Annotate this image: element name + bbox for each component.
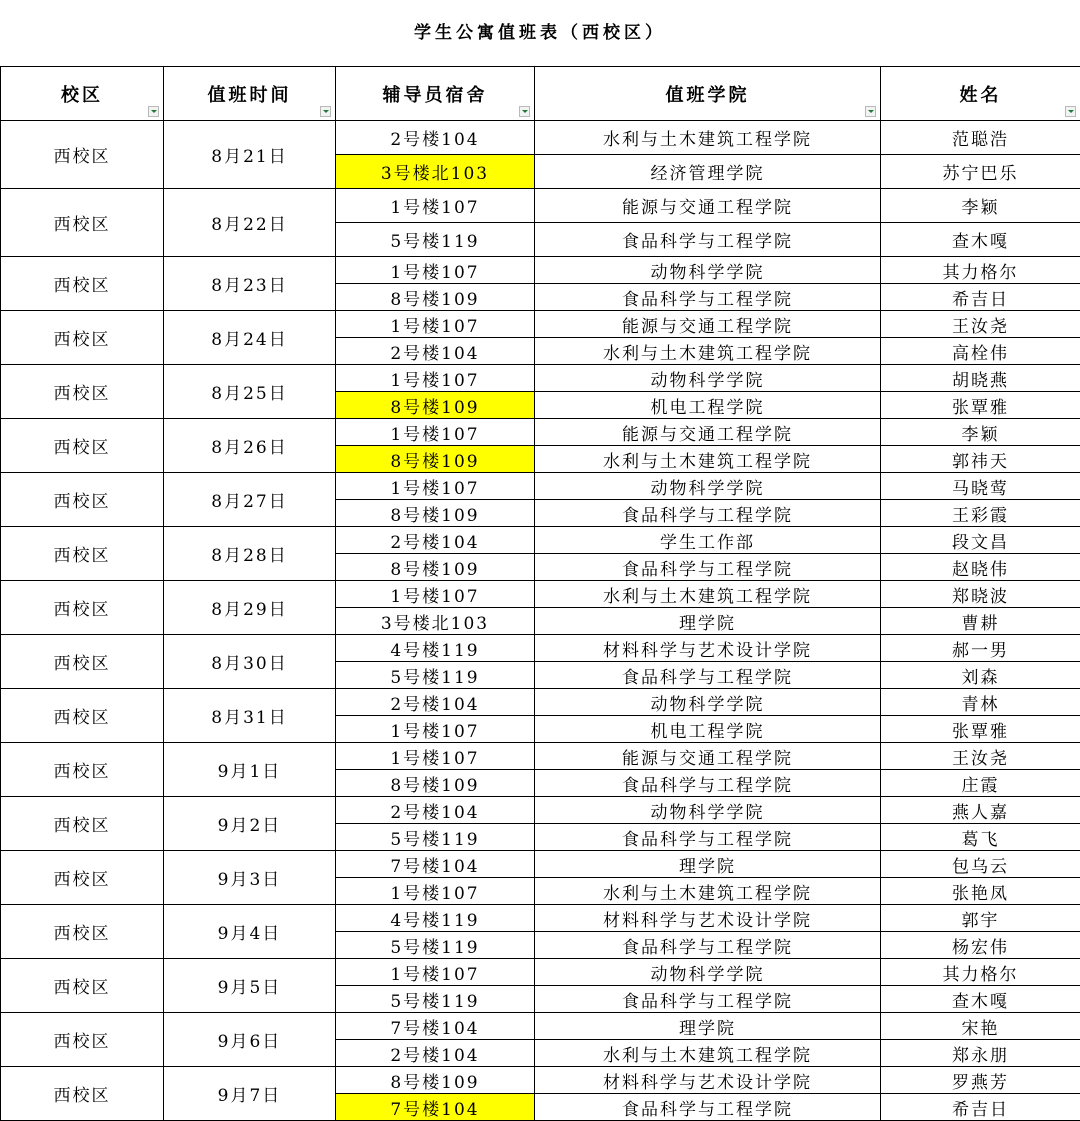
dorm-cell[interactable]: 4号楼119 xyxy=(336,905,535,932)
table-row xyxy=(1,1067,1080,1094)
dorm-cell[interactable]: 1号楼107 xyxy=(336,257,535,284)
college-cell[interactable]: 材料科学与艺术设计学院 xyxy=(535,635,881,662)
name-cell[interactable]: 曹耕 xyxy=(881,608,1080,635)
dorm-cell[interactable]: 1号楼107 xyxy=(336,419,535,446)
campus-cell[interactable]: 西校区 xyxy=(1,1067,164,1121)
table-row xyxy=(1,1013,1080,1040)
college-cell[interactable]: 食品科学与工程学院 xyxy=(535,500,881,527)
campus-cell[interactable]: 西校区 xyxy=(1,257,164,311)
header-label: 值班学院 xyxy=(666,85,750,106)
dorm-cell[interactable]: 2号楼104 xyxy=(336,797,535,824)
date-cell[interactable]: 9月6日 xyxy=(164,1013,336,1067)
campus-cell[interactable]: 西校区 xyxy=(1,959,164,1013)
name-cell[interactable]: 希吉日 xyxy=(881,284,1080,311)
campus-cell[interactable]: 西校区 xyxy=(1,419,164,473)
date-cell[interactable]: 9月3日 xyxy=(164,851,336,905)
filter-dropdown-icon[interactable] xyxy=(148,106,159,117)
date-cell[interactable]: 9月2日 xyxy=(164,797,336,851)
name-cell[interactable]: 高栓伟 xyxy=(881,338,1080,365)
date-cell[interactable]: 8月21日 xyxy=(164,121,336,189)
name-cell[interactable]: 其力格尔 xyxy=(881,959,1080,986)
name-cell[interactable]: 郑永朋 xyxy=(881,1040,1080,1067)
dorm-cell[interactable]: 1号楼107 xyxy=(336,473,535,500)
dorm-cell[interactable]: 5号楼119 xyxy=(336,824,535,851)
table-row xyxy=(1,419,1080,446)
name-cell[interactable]: 李颖 xyxy=(881,189,1080,223)
college-cell[interactable]: 动物科学学院 xyxy=(535,473,881,500)
dorm-cell[interactable]: 2号楼104 xyxy=(336,1040,535,1067)
name-cell[interactable]: 查木嘎 xyxy=(881,986,1080,1013)
date-cell[interactable]: 8月27日 xyxy=(164,473,336,527)
name-cell[interactable]: 杨宏伟 xyxy=(881,932,1080,959)
dorm-cell[interactable]: 8号楼109 xyxy=(336,1067,535,1094)
table-row xyxy=(1,121,1080,155)
duty-table xyxy=(0,66,1080,1121)
header-campus xyxy=(1,67,164,121)
table-row xyxy=(1,365,1080,392)
table-row xyxy=(1,959,1080,986)
campus-cell[interactable]: 西校区 xyxy=(1,797,164,851)
name-cell[interactable]: 查木嘎 xyxy=(881,223,1080,257)
dorm-cell[interactable]: 1号楼107 xyxy=(336,878,535,905)
college-cell[interactable]: 能源与交通工程学院 xyxy=(535,189,881,223)
table-row xyxy=(1,581,1080,608)
name-cell[interactable]: 宋艳 xyxy=(881,1013,1080,1040)
college-cell[interactable]: 食品科学与工程学院 xyxy=(535,986,881,1013)
name-cell[interactable]: 希吉日 xyxy=(881,1094,1080,1121)
name-cell[interactable]: 郝一男 xyxy=(881,635,1080,662)
name-cell[interactable]: 马晓莺 xyxy=(881,473,1080,500)
college-cell[interactable]: 动物科学学院 xyxy=(535,689,881,716)
name-cell[interactable]: 苏宁巴乐 xyxy=(881,155,1080,189)
table-row xyxy=(1,189,1080,223)
college-cell[interactable]: 水利与土木建筑工程学院 xyxy=(535,446,881,473)
name-cell[interactable]: 罗燕芳 xyxy=(881,1067,1080,1094)
table-row xyxy=(1,743,1080,770)
campus-cell[interactable]: 西校区 xyxy=(1,851,164,905)
campus-cell[interactable]: 西校区 xyxy=(1,473,164,527)
date-cell[interactable]: 8月24日 xyxy=(164,311,336,365)
date-cell[interactable]: 9月1日 xyxy=(164,743,336,797)
dorm-cell[interactable]: 1号楼107 xyxy=(336,959,535,986)
header-label: 姓名 xyxy=(960,85,1002,106)
filter-dropdown-icon[interactable] xyxy=(320,106,331,117)
college-cell[interactable]: 食品科学与工程学院 xyxy=(535,824,881,851)
college-cell[interactable]: 能源与交通工程学院 xyxy=(535,743,881,770)
dorm-cell[interactable]: 8号楼109 xyxy=(336,446,535,473)
name-cell[interactable]: 张覃雅 xyxy=(881,716,1080,743)
dorm-cell[interactable]: 7号楼104 xyxy=(336,1094,535,1121)
name-cell[interactable]: 刘森 xyxy=(881,662,1080,689)
name-cell[interactable]: 郭宇 xyxy=(881,905,1080,932)
dorm-cell[interactable]: 1号楼107 xyxy=(336,311,535,338)
college-cell[interactable]: 理学院 xyxy=(535,851,881,878)
college-cell[interactable]: 能源与交通工程学院 xyxy=(535,311,881,338)
campus-cell[interactable]: 西校区 xyxy=(1,905,164,959)
dorm-cell[interactable]: 2号楼104 xyxy=(336,121,535,155)
date-cell[interactable]: 8月23日 xyxy=(164,257,336,311)
name-cell[interactable]: 胡晓燕 xyxy=(881,365,1080,392)
college-cell[interactable]: 水利与土木建筑工程学院 xyxy=(535,878,881,905)
campus-cell[interactable]: 西校区 xyxy=(1,527,164,581)
date-cell[interactable]: 8月26日 xyxy=(164,419,336,473)
name-cell[interactable]: 赵晓伟 xyxy=(881,554,1080,581)
table-row xyxy=(1,797,1080,824)
college-cell[interactable]: 水利与土木建筑工程学院 xyxy=(535,338,881,365)
table-row xyxy=(1,851,1080,878)
dorm-cell[interactable]: 1号楼107 xyxy=(336,743,535,770)
campus-cell[interactable]: 西校区 xyxy=(1,689,164,743)
campus-cell[interactable]: 西校区 xyxy=(1,581,164,635)
name-cell[interactable]: 王汝尧 xyxy=(881,743,1080,770)
dorm-cell[interactable]: 2号楼104 xyxy=(336,338,535,365)
date-cell[interactable]: 9月5日 xyxy=(164,959,336,1013)
college-cell[interactable]: 食品科学与工程学院 xyxy=(535,932,881,959)
campus-cell[interactable]: 西校区 xyxy=(1,635,164,689)
college-cell[interactable]: 食品科学与工程学院 xyxy=(535,662,881,689)
college-cell[interactable]: 材料科学与艺术设计学院 xyxy=(535,1067,881,1094)
header-label: 值班时间 xyxy=(208,85,292,106)
college-cell[interactable]: 机电工程学院 xyxy=(535,392,881,419)
college-cell[interactable]: 动物科学学院 xyxy=(535,797,881,824)
dorm-cell[interactable]: 8号楼109 xyxy=(336,554,535,581)
dorm-cell[interactable]: 1号楼107 xyxy=(336,189,535,223)
table-row xyxy=(1,527,1080,554)
dorm-cell[interactable]: 5号楼119 xyxy=(336,932,535,959)
table-row xyxy=(1,311,1080,338)
college-cell[interactable]: 水利与土木建筑工程学院 xyxy=(535,581,881,608)
table-row xyxy=(1,635,1080,662)
college-cell[interactable]: 经济管理学院 xyxy=(535,155,881,189)
name-cell[interactable]: 庄霞 xyxy=(881,770,1080,797)
header-dorm xyxy=(336,67,535,121)
name-cell[interactable]: 张艳凤 xyxy=(881,878,1080,905)
dorm-cell[interactable]: 5号楼119 xyxy=(336,662,535,689)
campus-cell[interactable]: 西校区 xyxy=(1,743,164,797)
name-cell[interactable]: 段文昌 xyxy=(881,527,1080,554)
dorm-cell[interactable]: 7号楼104 xyxy=(336,851,535,878)
name-cell[interactable]: 张覃雅 xyxy=(881,392,1080,419)
dorm-cell[interactable]: 2号楼104 xyxy=(336,527,535,554)
dorm-cell[interactable]: 1号楼107 xyxy=(336,716,535,743)
college-cell[interactable]: 能源与交通工程学院 xyxy=(535,419,881,446)
college-cell[interactable]: 水利与土木建筑工程学院 xyxy=(535,1040,881,1067)
college-cell[interactable]: 食品科学与工程学院 xyxy=(535,284,881,311)
header-label: 辅导员宿舍 xyxy=(383,85,488,106)
date-cell[interactable]: 8月25日 xyxy=(164,365,336,419)
dorm-cell[interactable]: 2号楼104 xyxy=(336,689,535,716)
filter-dropdown-icon[interactable] xyxy=(865,106,876,117)
dorm-cell[interactable]: 8号楼109 xyxy=(336,284,535,311)
table-row xyxy=(1,689,1080,716)
header-row xyxy=(1,67,1080,121)
campus-cell[interactable]: 西校区 xyxy=(1,121,164,189)
header-label: 校区 xyxy=(61,85,103,106)
dorm-cell[interactable]: 5号楼119 xyxy=(336,986,535,1013)
table-row xyxy=(1,905,1080,932)
college-cell[interactable]: 食品科学与工程学院 xyxy=(535,554,881,581)
dorm-cell[interactable]: 8号楼109 xyxy=(336,770,535,797)
college-cell[interactable]: 机电工程学院 xyxy=(535,716,881,743)
college-cell[interactable]: 动物科学学院 xyxy=(535,257,881,284)
name-cell[interactable]: 李颖 xyxy=(881,419,1080,446)
name-cell[interactable]: 郭祎天 xyxy=(881,446,1080,473)
name-cell[interactable]: 王彩霞 xyxy=(881,500,1080,527)
dorm-cell[interactable]: 8号楼109 xyxy=(336,392,535,419)
dorm-cell[interactable]: 7号楼104 xyxy=(336,1013,535,1040)
table-body xyxy=(1,121,1080,1121)
date-cell[interactable]: 8月29日 xyxy=(164,581,336,635)
dorm-cell[interactable]: 5号楼119 xyxy=(336,223,535,257)
college-cell[interactable]: 动物科学学院 xyxy=(535,365,881,392)
date-cell[interactable]: 8月28日 xyxy=(164,527,336,581)
college-cell[interactable]: 材料科学与艺术设计学院 xyxy=(535,905,881,932)
header-name xyxy=(881,67,1080,121)
filter-dropdown-icon[interactable] xyxy=(519,106,530,117)
dorm-cell[interactable]: 1号楼107 xyxy=(336,365,535,392)
campus-cell[interactable]: 西校区 xyxy=(1,311,164,365)
dorm-cell[interactable]: 4号楼119 xyxy=(336,635,535,662)
college-cell[interactable]: 理学院 xyxy=(535,1013,881,1040)
dorm-cell[interactable]: 8号楼109 xyxy=(336,500,535,527)
name-cell[interactable]: 包乌云 xyxy=(881,851,1080,878)
table-row xyxy=(1,257,1080,284)
header-date xyxy=(164,67,336,121)
date-cell[interactable]: 9月4日 xyxy=(164,905,336,959)
college-cell[interactable]: 食品科学与工程学院 xyxy=(535,223,881,257)
college-cell[interactable]: 学生工作部 xyxy=(535,527,881,554)
name-cell[interactable]: 青林 xyxy=(881,689,1080,716)
college-cell[interactable]: 理学院 xyxy=(535,608,881,635)
date-cell[interactable]: 8月31日 xyxy=(164,689,336,743)
filter-dropdown-icon[interactable] xyxy=(1065,106,1076,117)
date-cell[interactable]: 9月7日 xyxy=(164,1067,336,1121)
campus-cell[interactable]: 西校区 xyxy=(1,365,164,419)
college-cell[interactable]: 水利与土木建筑工程学院 xyxy=(535,121,881,155)
campus-cell[interactable]: 西校区 xyxy=(1,1013,164,1067)
name-cell[interactable]: 其力格尔 xyxy=(881,257,1080,284)
dorm-cell[interactable]: 3号楼北103 xyxy=(336,608,535,635)
name-cell[interactable]: 郑晓波 xyxy=(881,581,1080,608)
college-cell[interactable]: 食品科学与工程学院 xyxy=(535,1094,881,1121)
header-college xyxy=(535,67,881,121)
table-row xyxy=(1,473,1080,500)
college-cell[interactable]: 食品科学与工程学院 xyxy=(535,770,881,797)
date-cell[interactable]: 8月22日 xyxy=(164,189,336,257)
dorm-cell[interactable]: 3号楼北103 xyxy=(336,155,535,189)
date-cell[interactable]: 8月30日 xyxy=(164,635,336,689)
campus-cell[interactable]: 西校区 xyxy=(1,189,164,257)
name-cell[interactable]: 范聪浩 xyxy=(881,121,1080,155)
page-title: 学生公寓值班表（西校区） xyxy=(0,18,1080,43)
name-cell[interactable]: 王汝尧 xyxy=(881,311,1080,338)
dorm-cell[interactable]: 1号楼107 xyxy=(336,581,535,608)
name-cell[interactable]: 燕人嘉 xyxy=(881,797,1080,824)
name-cell[interactable]: 葛飞 xyxy=(881,824,1080,851)
college-cell[interactable]: 动物科学学院 xyxy=(535,959,881,986)
